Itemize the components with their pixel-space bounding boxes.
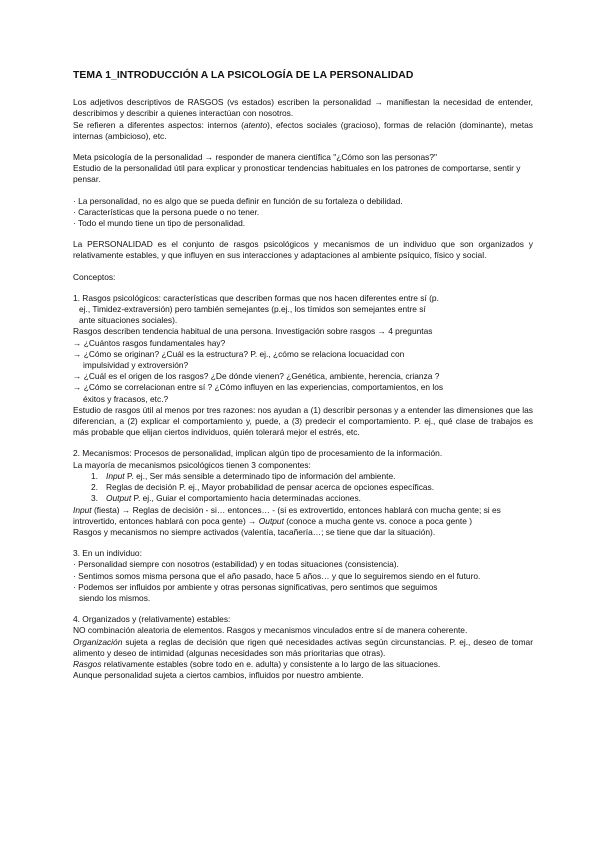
page-title: TEMA 1_INTRODUCCIÓN A LA PSICOLOGÍA DE LA PERSONALIDAD [73,70,414,81]
bullet-list [73,196,533,230]
list-item: 1. Input P. ej., Ser más sensible a determinado tipo de información del ambiente. [91,470,396,481]
section-organized: 4. Organizados y (relativamente) estables: NO combinación aleatoria de elementos. Rasgos y mecanismos vinculados entre sí de manera coherente. Organización sujeta a reglas de decisión que rigen qué necesidades activas según circunstancias. P. ej., deseo de tomar alimento y deseo de intimidad (algunas necesidades son más prioritarias que otras). Rasgos relativamente estables (sobre todo en e. adulta) y consistente a lo largo de las situaciones. Aunque personalidad sujeta a ciertos cambios, influidos por nuestro ambiente. [73,614,533,681]
intro-section [73,97,533,142]
section-traits: 1. Rasgos psicológicos: características que describen formas que nos hacen diferentes entre sí (p. ej., Timidez-extraversión) pero también semejantes (p.ej., los tímidos son semejantes entre sí ante situaciones sociales). Rasgos describen tendencia habitual de una persona. Investigación sobre rasgos → 4 preguntas → ¿Cuántos rasgos fundamentales hay? → ¿Cómo se originan? ¿Cuál es la estructura? P. ej., ¿cómo se relaciona locuacidad con impulsividad y extroversión? → ¿Cuál es el origen de los rasgos? ¿De dónde vienen? ¿Genética, ambiente, herencia, crianza ? → ¿Cómo se correlacionan entre sí ? ¿Cómo influyen en las experiencias, comportamientos, en los éxitos y fracasos, etc.? Estudio de rasgos útil al menos por tres razones: nos ayudan a (1) describir personas y a entender las dimensiones que las diferencian, a (2) explicar el comportamiento y, puede, a (3) predecir el comportamiento. P. ej., qué clase de trabajos es más probable que elijan ciertos individuos, quién tolerará mejor el estrés, etc. [73,292,533,438]
question: → ¿Cómo se originan? ¿Cuál es la estructura? P. ej., ¿cómo se relaciona locuacidad con [73,348,405,359]
section-mechanisms: 2. Mecanismos: Procesos de personalidad, implican algún tipo de procesamiento de la información. La mayoría de mecanismos psicológicos tienen 3 componentes: 1. Input P. ej., Ser más sensible a determinado tipo de información del ambiente. 2. Reglas de decisión P. ej., Mayor probabilidad de pensar acerca de opciones específicas. 3. Output P. ej., Guiar el comportamiento hacia determinadas acciones. Input (fiesta) → Reglas de decisión - si… entonces… - (si es extrovertido, entonces hablará con mucha gente; si es introvertido, entonces hablará con poca gente) → Output (conoce a mucha gente vs. conoce a poca gente ) Rasgos y mecanismos no siempre activados (valentía, tacañería…; se tiene que dar la situación). [73,448,533,538]
list-item: · Sentimos somos misma persona que el año pasado, hace 5 años… y que lo seguiremos siendo en el futuro. [73,570,481,581]
section-heading: 1. Rasgos psicológicos: características que describen formas que nos hacen diferentes entre sí (p. [73,292,439,303]
meta-section [73,152,533,186]
meta-line: Meta psicología de la personalidad → responder de manera científica "¿Cómo son las personas?" [73,152,437,163]
list-item: · Todo el mundo tiene un tipo de personalidad. [73,218,246,229]
intro-paragraph: Los adjetivos descriptivos de RASGOS (vs estados) escriben la personalidad → manifiestan la necesidad de entender, describimos y describir a quienes interactúan con nosotros. [73,97,533,119]
concepts-heading: Conceptos: [73,271,116,282]
traits-study: Estudio de rasgos útil al menos por tres razones: nos ayudan a (1) describir personas y a entender las dimensiones que las diferencian, a (2) explicar el comportamiento y, puede, a (3) predecir el comportamiento. P. ej., qué clase de trabajos es más probable que elijan ciertos individuos, quién tolerará mejor el estrés, etc. [73,404,533,438]
mechanism-flow: Input (fiesta) → Reglas de decisión - si… entonces… - (si es extrovertido, entonces hablará con mucha gente; si es introvertido, entonces hablará con poca gente) → Output (conoce a mucha gente vs. conoce a poca gente ) [73,504,501,526]
question: → ¿Cómo se correlacionan entre sí ? ¿Cómo influyen en las experiencias, comportamientos, en los [73,382,444,393]
section-heading: 4. Organizados y (relativamente) estables: [73,614,231,625]
list-item: 2. Reglas de decisión P. ej., Mayor probabilidad de pensar acerca de opciones específicas. [91,482,435,493]
intro-aspects: Se refieren a diferentes aspectos: internos (atento), efectos sociales (gracioso), formas de relación (dominante), metas internas (ambicioso), etc. [73,119,533,141]
question: → ¿Cuántos rasgos fundamentales hay? [73,337,226,348]
list-item: · Características que la persona puede o no tener. [73,206,260,217]
section-heading: 2. Mecanismos: Procesos de personalidad, implican algún tipo de procesamiento de la información. [73,448,443,459]
section-heading: 3. En un individuo: [73,548,142,559]
section-individual: 3. En un individuo: · Personalidad siempre con nosotros (estabilidad) y en todas situaciones (consistencia). · Sentimos somos misma persona que el año pasado, hace 5 años… y que lo seguiremos siendo en el futuro. · Podemos ser influidos por ambiente y otras personas significativas, pero sentimos que seguimos siendo los mismos. [73,548,533,604]
list-item: · Podemos ser influidos por ambiente y otras personas significativas, pero sentimos que seguimos [73,581,438,592]
question: → ¿Cuál es el origen de los rasgos? ¿De dónde vienen? ¿Genética, ambiente, herencia, crianza ? [73,371,440,382]
list-item: · La personalidad, no es algo que se pueda definir en función de su fortaleza o debilidad. [73,195,403,206]
document-page [73,70,533,691]
list-item: 3. Output P. ej., Guiar el comportamiento hacia determinadas acciones. [91,493,361,504]
meta-study: Estudio de la personalidad útil para explicar y pronosticar tendencias habituales en los patrones de comportarse, sentir y pensar. [73,163,521,185]
personality-definition: La PERSONALIDAD es el conjunto de rasgos psicológicos y mecanismos de un individuo que son organizados y relativamente estables, y que influyen en sus interacciones y adaptaciones al ambiente psíquico, físico y social. [73,239,533,261]
list-item: · Personalidad siempre con nosotros (estabilidad) y en todas situaciones (consistencia). [73,559,399,570]
